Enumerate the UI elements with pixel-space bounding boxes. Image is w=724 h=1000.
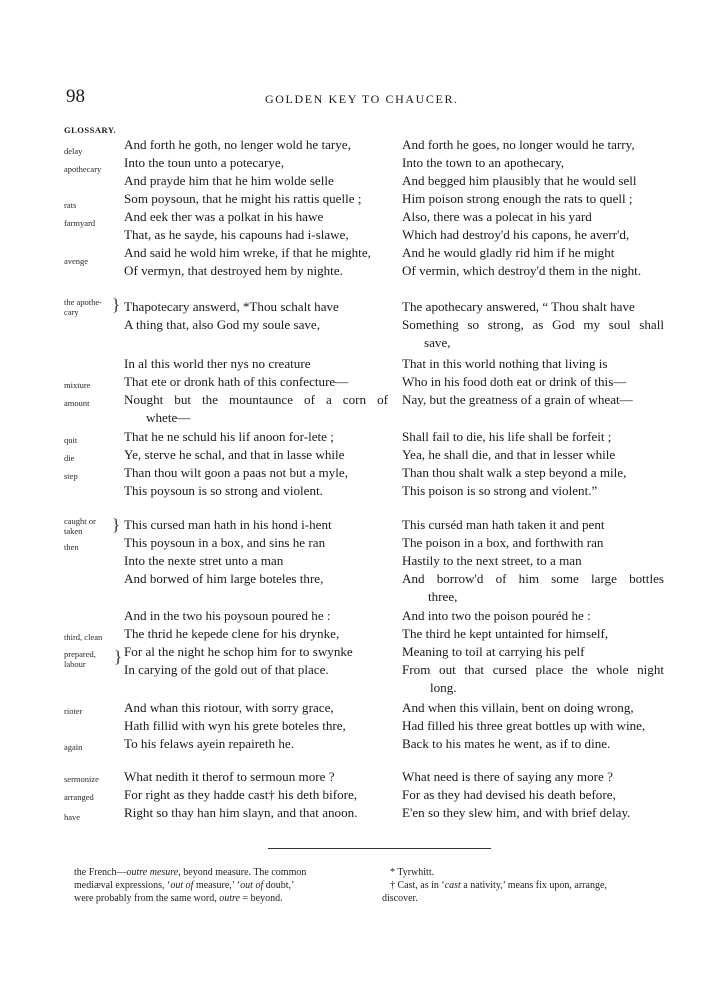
glossary-entry: prepared, labour (64, 649, 96, 669)
original-line: For right as they hadde cast† his deth bifore, (124, 787, 358, 802)
glossary-entry: mixture (64, 380, 91, 390)
original-line: A thing that, also God my soule save, (124, 317, 321, 332)
modern-line: Also, there was a polecat in his yard (402, 209, 592, 224)
glossary-entry: step (64, 471, 78, 481)
modern-line: And into two the poison pouréd he : (402, 608, 591, 623)
modern-line: Had filled his three great bottles up with wine, (402, 718, 646, 733)
modern-line: save, (424, 335, 451, 350)
footnote-text: * Tyrwhitt. (390, 867, 435, 878)
page-number: 98 (66, 86, 85, 107)
footnote-text: discover. (382, 893, 418, 904)
modern-line: Which had destroy'd his capons, he averr'd, (402, 227, 630, 242)
footnote-rule (268, 848, 491, 849)
footnote-right-line (390, 880, 607, 892)
modern-line: Him poison strong enough the rats to quell ; (402, 191, 633, 206)
glossary-entry: again (64, 742, 83, 752)
footnote-text: , beyond measure. The common (178, 867, 307, 878)
modern-line: Of vermin, which destroy'd them in the night. (402, 263, 642, 278)
original-line: And borwed of him large boteles thre, (124, 571, 324, 586)
original-line: To his felaws ayein repaireth he. (124, 736, 294, 751)
modern-line: And borrow'd of him some large bottles (402, 571, 664, 586)
original-line: This cursed man hath in his hond i-hent (124, 517, 332, 532)
original-line: And whan this riotour, with sorry grace, (124, 700, 334, 715)
glossary-entry: then (64, 542, 79, 552)
modern-line: Shall fail to die, his life shall be forfeit ; (402, 429, 612, 444)
modern-line: three, (428, 589, 458, 604)
original-line: Into the toun unto a potecarye, (124, 155, 284, 170)
modern-line: The apothecary answered, “ Thou shalt have (402, 299, 635, 314)
glossary-entry: quit (64, 435, 78, 445)
original-line: The thrid he kepede clene for his drynke, (124, 626, 340, 641)
original-line: Nought but the mountaunce of a corn of (124, 392, 388, 407)
original-line: That he ne schuld his lif anoon for-lete ; (124, 429, 334, 444)
original-line: Than thou wilt goon a paas not but a myle, (124, 465, 349, 480)
original-line: Hath fillid with wyn his grete boteles thre, (124, 718, 346, 733)
glossary-entry: avenge (64, 256, 89, 266)
original-line: What nedith it therof to sermoun more ? (124, 769, 335, 784)
glossary-entry: arranged (64, 792, 94, 802)
glossary-heading: GLOSSARY. (64, 125, 117, 135)
original-line: Ye, sterve he schal, and that in lasse while (124, 447, 345, 462)
modern-line: And when this villain, bent on doing wrong, (402, 700, 634, 715)
modern-line: From out that cursed place the whole night (402, 662, 664, 677)
glossary-entry: die (64, 453, 75, 463)
modern-line: Back to his mates he went, as if to dine. (402, 736, 611, 751)
original-line: And prayde him that he him wolde selle (124, 173, 334, 188)
glossary-entry: rioter (64, 706, 83, 716)
footnote-text: = beyond. (239, 893, 283, 904)
modern-line: That in this world nothing that living is (402, 356, 608, 371)
modern-line: Than thou shalt walk a step beyond a mile, (402, 465, 627, 480)
original-line: whete— (146, 410, 191, 425)
brace: } (114, 647, 123, 666)
brace: } (112, 295, 121, 314)
modern-line: The third he kept untainted for himself, (402, 626, 609, 641)
footnote-italic: out of (170, 880, 194, 891)
original-line: Thapotecary answerd, *Thou schalt have (124, 299, 339, 314)
modern-line: E'en so they slew him, and with brief delay. (402, 805, 631, 820)
footnote-left-line (74, 867, 306, 879)
brace: } (112, 515, 121, 534)
modern-line: What need is there of saying any more ? (402, 769, 613, 784)
footnote-text: the French— (74, 867, 127, 878)
footnote-text: mediæval expressions, ‘ (74, 880, 171, 891)
modern-line: Hastily to the next street, to a man (402, 553, 582, 568)
footnote-left-line (74, 880, 294, 892)
original-line: Into the nexte stret unto a man (124, 553, 284, 568)
footnote-left-line (74, 893, 283, 905)
original-line: And eek ther was a polkat in his hawe (124, 209, 324, 224)
glossary-entry: rats (64, 200, 77, 210)
original-line: This poysoun is so strong and violent. (124, 483, 323, 498)
modern-line: For as they had devised his death before, (402, 787, 616, 802)
modern-line: And he would gladly rid him if he might (402, 245, 615, 260)
glossary-entry: apothecary (64, 164, 102, 174)
original-line: Right so thay han him slayn, and that anoon. (124, 805, 358, 820)
footnote-right-line (390, 867, 434, 879)
modern-line: And forth he goes, no longer would he tarry, (402, 137, 635, 152)
original-line: That, as he sayde, his capouns had i-slawe, (124, 227, 349, 242)
modern-line: long. (430, 680, 457, 695)
original-line: For al the night he schop him for to swynke (124, 644, 353, 659)
footnote-text: † Cast, as in ‘ (390, 880, 445, 891)
footnote-text: measure,’ ‘ (193, 880, 241, 891)
original-line: And in the two his poysoun poured he : (124, 608, 331, 623)
original-line: In al this world ther nys no creature (124, 356, 311, 371)
glossary-entry: third, clean (64, 632, 103, 642)
modern-line: Something so strong, as God my soul shall (402, 317, 664, 332)
original-line: And forth he goth, no lenger wold he tarye, (124, 137, 351, 152)
modern-line: Nay, but the greatness of a grain of wheat— (402, 392, 633, 407)
footnote-text: doubt,’ (263, 880, 295, 891)
footnote-italic: cast (444, 880, 461, 891)
glossary-entry: amount (64, 398, 90, 408)
glossary-entry: have (64, 812, 81, 822)
original-line: That ete or dronk hath of this confecture— (124, 374, 349, 389)
modern-line: The poison in a box, and forthwith ran (402, 535, 604, 550)
glossary-entry: sermonize (64, 774, 99, 784)
glossary-entry: the apothe-cary (64, 297, 102, 317)
glossary-entry: farmyard (64, 218, 96, 228)
glossary-entry: delay (64, 146, 83, 156)
modern-line: Meaning to toil at carrying his pelf (402, 644, 585, 659)
original-line: This poysoun in a box, and sins he ran (124, 535, 326, 550)
original-line: In carying of the gold out of that place. (124, 662, 329, 677)
footnote-italic: outre (219, 893, 240, 904)
footnote-right-line (382, 893, 418, 905)
modern-line: Into the town to an apothecary, (402, 155, 565, 170)
footnote-italic: out of (240, 880, 264, 891)
footnote-text: were probably from the same word, (74, 893, 220, 904)
glossary-entry: caught or taken (64, 516, 96, 536)
modern-line: Who in his food doth eat or drink of this— (402, 374, 627, 389)
modern-line: This curséd man hath taken it and pent (402, 517, 605, 532)
modern-line: Yea, he shall die, and that in lesser while (402, 447, 616, 462)
original-line: Som poysoun, that he might his rattis quelle ; (124, 191, 362, 206)
original-line: Of vermyn, that destroyed hem by nighte. (124, 263, 343, 278)
footnote-text: a nativity,’ means fix upon, arrange, (460, 880, 607, 891)
modern-line: This poison is so strong and violent.” (402, 483, 598, 498)
footnote-italic: outre mesure (126, 867, 179, 878)
running-title: GOLDEN KEY TO CHAUCER. (265, 92, 459, 106)
original-line: And said he wold him wreke, if that he mighte, (124, 245, 371, 260)
modern-line: And begged him plausibly that he would sell (402, 173, 637, 188)
